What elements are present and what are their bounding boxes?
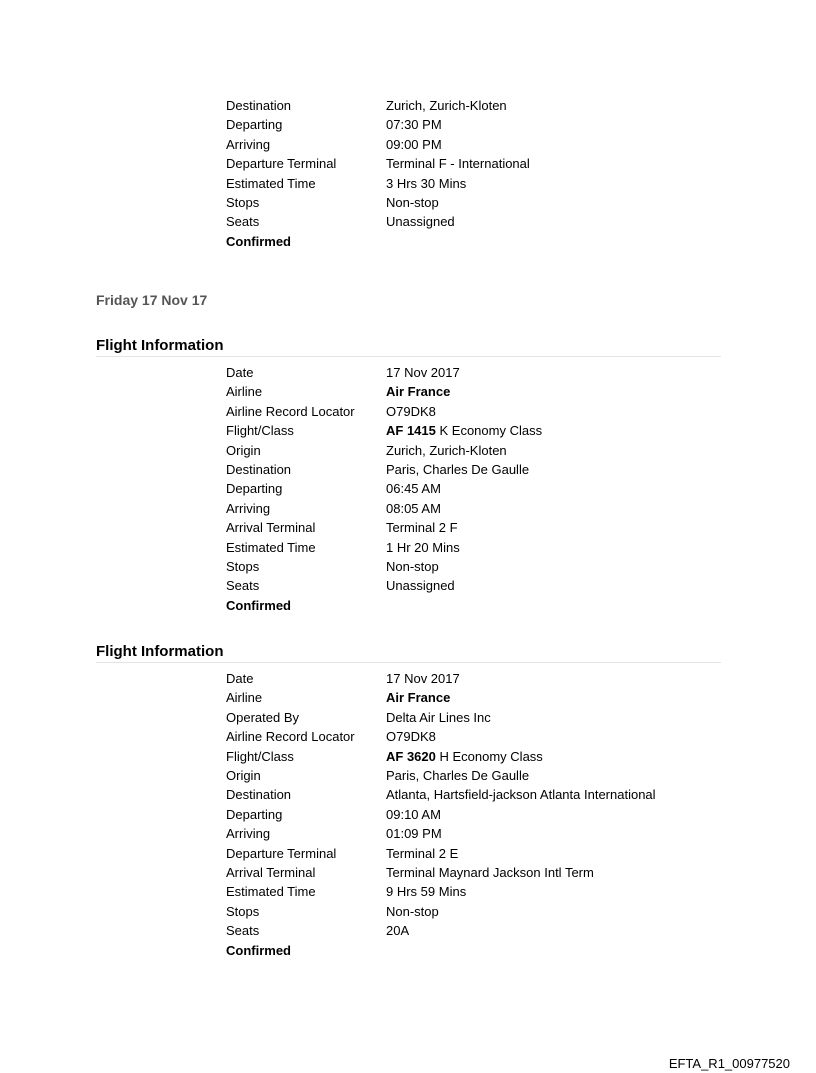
locator-value: O79DK8 xyxy=(386,403,436,419)
row-label: Destination xyxy=(226,98,292,113)
row-value: Paris, Charles De Gaulle xyxy=(386,462,530,478)
row-value: 09:10 AM xyxy=(386,806,441,822)
airline-value: Air France xyxy=(386,690,451,706)
flight-class-value xyxy=(386,747,543,766)
flight-information-heading: Flight Information xyxy=(96,643,721,663)
detail-row xyxy=(226,576,542,595)
row-label: Estimated Time xyxy=(226,175,316,191)
operated-by-label: Operated By xyxy=(226,709,299,725)
detail-row xyxy=(226,96,530,115)
locator-label: Airline Record Locator xyxy=(226,729,355,745)
row-value: Unassigned xyxy=(386,578,455,594)
row-value: Zurich, Zurich-Kloten xyxy=(386,98,507,113)
airline-label: Airline xyxy=(226,384,263,400)
detail-row xyxy=(226,193,530,212)
detail-row xyxy=(226,863,656,882)
status-row xyxy=(226,596,542,615)
row-value: 9 Hrs 59 Mins xyxy=(386,884,467,900)
row-value: Terminal 2 F xyxy=(386,520,458,536)
flight-class: K Economy Class xyxy=(435,423,543,439)
detail-row xyxy=(226,688,656,707)
flight-class-label: Flight/Class xyxy=(226,748,294,764)
detail-row xyxy=(226,499,542,518)
detail-row xyxy=(226,115,530,134)
detail-row xyxy=(226,727,656,746)
confirmed-status: Confirmed xyxy=(226,597,291,613)
detail-row xyxy=(226,824,656,843)
row-label: Arriving xyxy=(226,826,271,842)
row-value: 09:00 PM xyxy=(386,136,442,152)
detail-row xyxy=(226,766,656,785)
detail-row xyxy=(226,557,542,576)
document-id: EFTA_R1_00977520 xyxy=(668,1056,790,1071)
row-label: Origin xyxy=(226,768,261,784)
flight-number: AF 1415 xyxy=(386,423,436,439)
row-label: Departure Terminal xyxy=(226,156,337,172)
detail-row xyxy=(226,518,542,537)
detail-row xyxy=(226,538,542,557)
row-value: 08:05 AM xyxy=(386,500,441,516)
detail-row xyxy=(226,785,656,804)
airline-value: Air France xyxy=(386,384,451,400)
flight-class-label: Flight/Class xyxy=(226,423,294,439)
detail-row xyxy=(226,805,656,824)
row-value: 1 Hr 20 Mins xyxy=(386,539,460,555)
airline-label: Airline xyxy=(226,690,263,706)
row-label: Estimated Time xyxy=(226,884,316,900)
status-row xyxy=(226,941,656,960)
row-label: Departing xyxy=(226,117,283,133)
detail-row xyxy=(226,882,656,901)
row-value: Terminal Maynard Jackson Intl Term xyxy=(386,865,594,881)
detail-row xyxy=(226,844,656,863)
row-label: Seats xyxy=(226,214,260,230)
detail-row xyxy=(226,212,530,231)
flight-class: H Economy Class xyxy=(435,748,543,764)
row-value: 07:30 PM xyxy=(386,117,442,133)
row-value: Terminal F - International xyxy=(386,156,530,172)
row-value: Non-stop xyxy=(386,903,439,919)
flight-number: AF 3620 xyxy=(386,748,436,764)
row-value: Atlanta, Hartsfield-jackson Atlanta International xyxy=(386,787,656,803)
row-label: Departing xyxy=(226,481,283,497)
row-label: Origin xyxy=(226,442,261,458)
row-value: Non-stop xyxy=(386,559,439,575)
row-value: 20A xyxy=(386,923,410,939)
segment1-details xyxy=(226,363,542,615)
status-row xyxy=(226,232,530,251)
detail-row xyxy=(226,479,542,498)
confirmed-status: Confirmed xyxy=(226,233,291,249)
detail-row xyxy=(226,669,656,688)
date-value: 17 Nov 2017 xyxy=(386,671,460,686)
detail-row xyxy=(226,154,530,173)
date-label: Date xyxy=(226,671,254,686)
date-value: 17 Nov 2017 xyxy=(386,365,460,380)
row-label: Destination xyxy=(226,462,292,478)
row-label: Arrival Terminal xyxy=(226,520,316,536)
day-heading: Friday 17 Nov 17 xyxy=(96,292,208,308)
flight-information-heading: Flight Information xyxy=(96,337,721,357)
row-label: Arriving xyxy=(226,500,271,516)
locator-label: Airline Record Locator xyxy=(226,403,355,419)
row-label: Stops xyxy=(226,903,260,919)
detail-row xyxy=(226,441,542,460)
detail-row xyxy=(226,921,656,940)
detail-row xyxy=(226,708,656,727)
confirmed-status: Confirmed xyxy=(226,942,291,958)
detail-row xyxy=(226,402,542,421)
row-value: Non-stop xyxy=(386,195,439,211)
detail-row xyxy=(226,421,542,440)
row-value: 01:09 PM xyxy=(386,826,442,842)
row-label: Destination xyxy=(226,787,292,803)
detail-row xyxy=(226,135,530,154)
row-value: 3 Hrs 30 Mins xyxy=(386,175,467,191)
row-label: Arrival Terminal xyxy=(226,865,316,881)
row-label: Seats xyxy=(226,578,260,594)
locator-value: O79DK8 xyxy=(386,729,436,745)
flight-class-value xyxy=(386,421,542,440)
row-value: 06:45 AM xyxy=(386,481,441,497)
row-value: Zurich, Zurich-Kloten xyxy=(386,442,507,458)
row-label: Seats xyxy=(226,923,260,939)
detail-row xyxy=(226,902,656,921)
row-label: Departing xyxy=(226,806,283,822)
row-label: Departure Terminal xyxy=(226,845,337,861)
operated-by-value: Delta Air Lines Inc xyxy=(386,709,491,725)
detail-row xyxy=(226,174,530,193)
row-label: Arriving xyxy=(226,136,271,152)
detail-row xyxy=(226,747,656,766)
detail-row xyxy=(226,382,542,401)
date-label: Date xyxy=(226,365,254,380)
detail-row xyxy=(226,363,542,382)
row-value: Unassigned xyxy=(386,214,455,230)
detail-row xyxy=(226,460,542,479)
row-label: Stops xyxy=(226,559,260,575)
segment0-details xyxy=(226,96,530,251)
row-label: Stops xyxy=(226,195,260,211)
row-label: Estimated Time xyxy=(226,539,316,555)
row-value: Paris, Charles De Gaulle xyxy=(386,768,530,784)
segment2-details xyxy=(226,669,656,960)
row-value: Terminal 2 E xyxy=(386,845,459,861)
